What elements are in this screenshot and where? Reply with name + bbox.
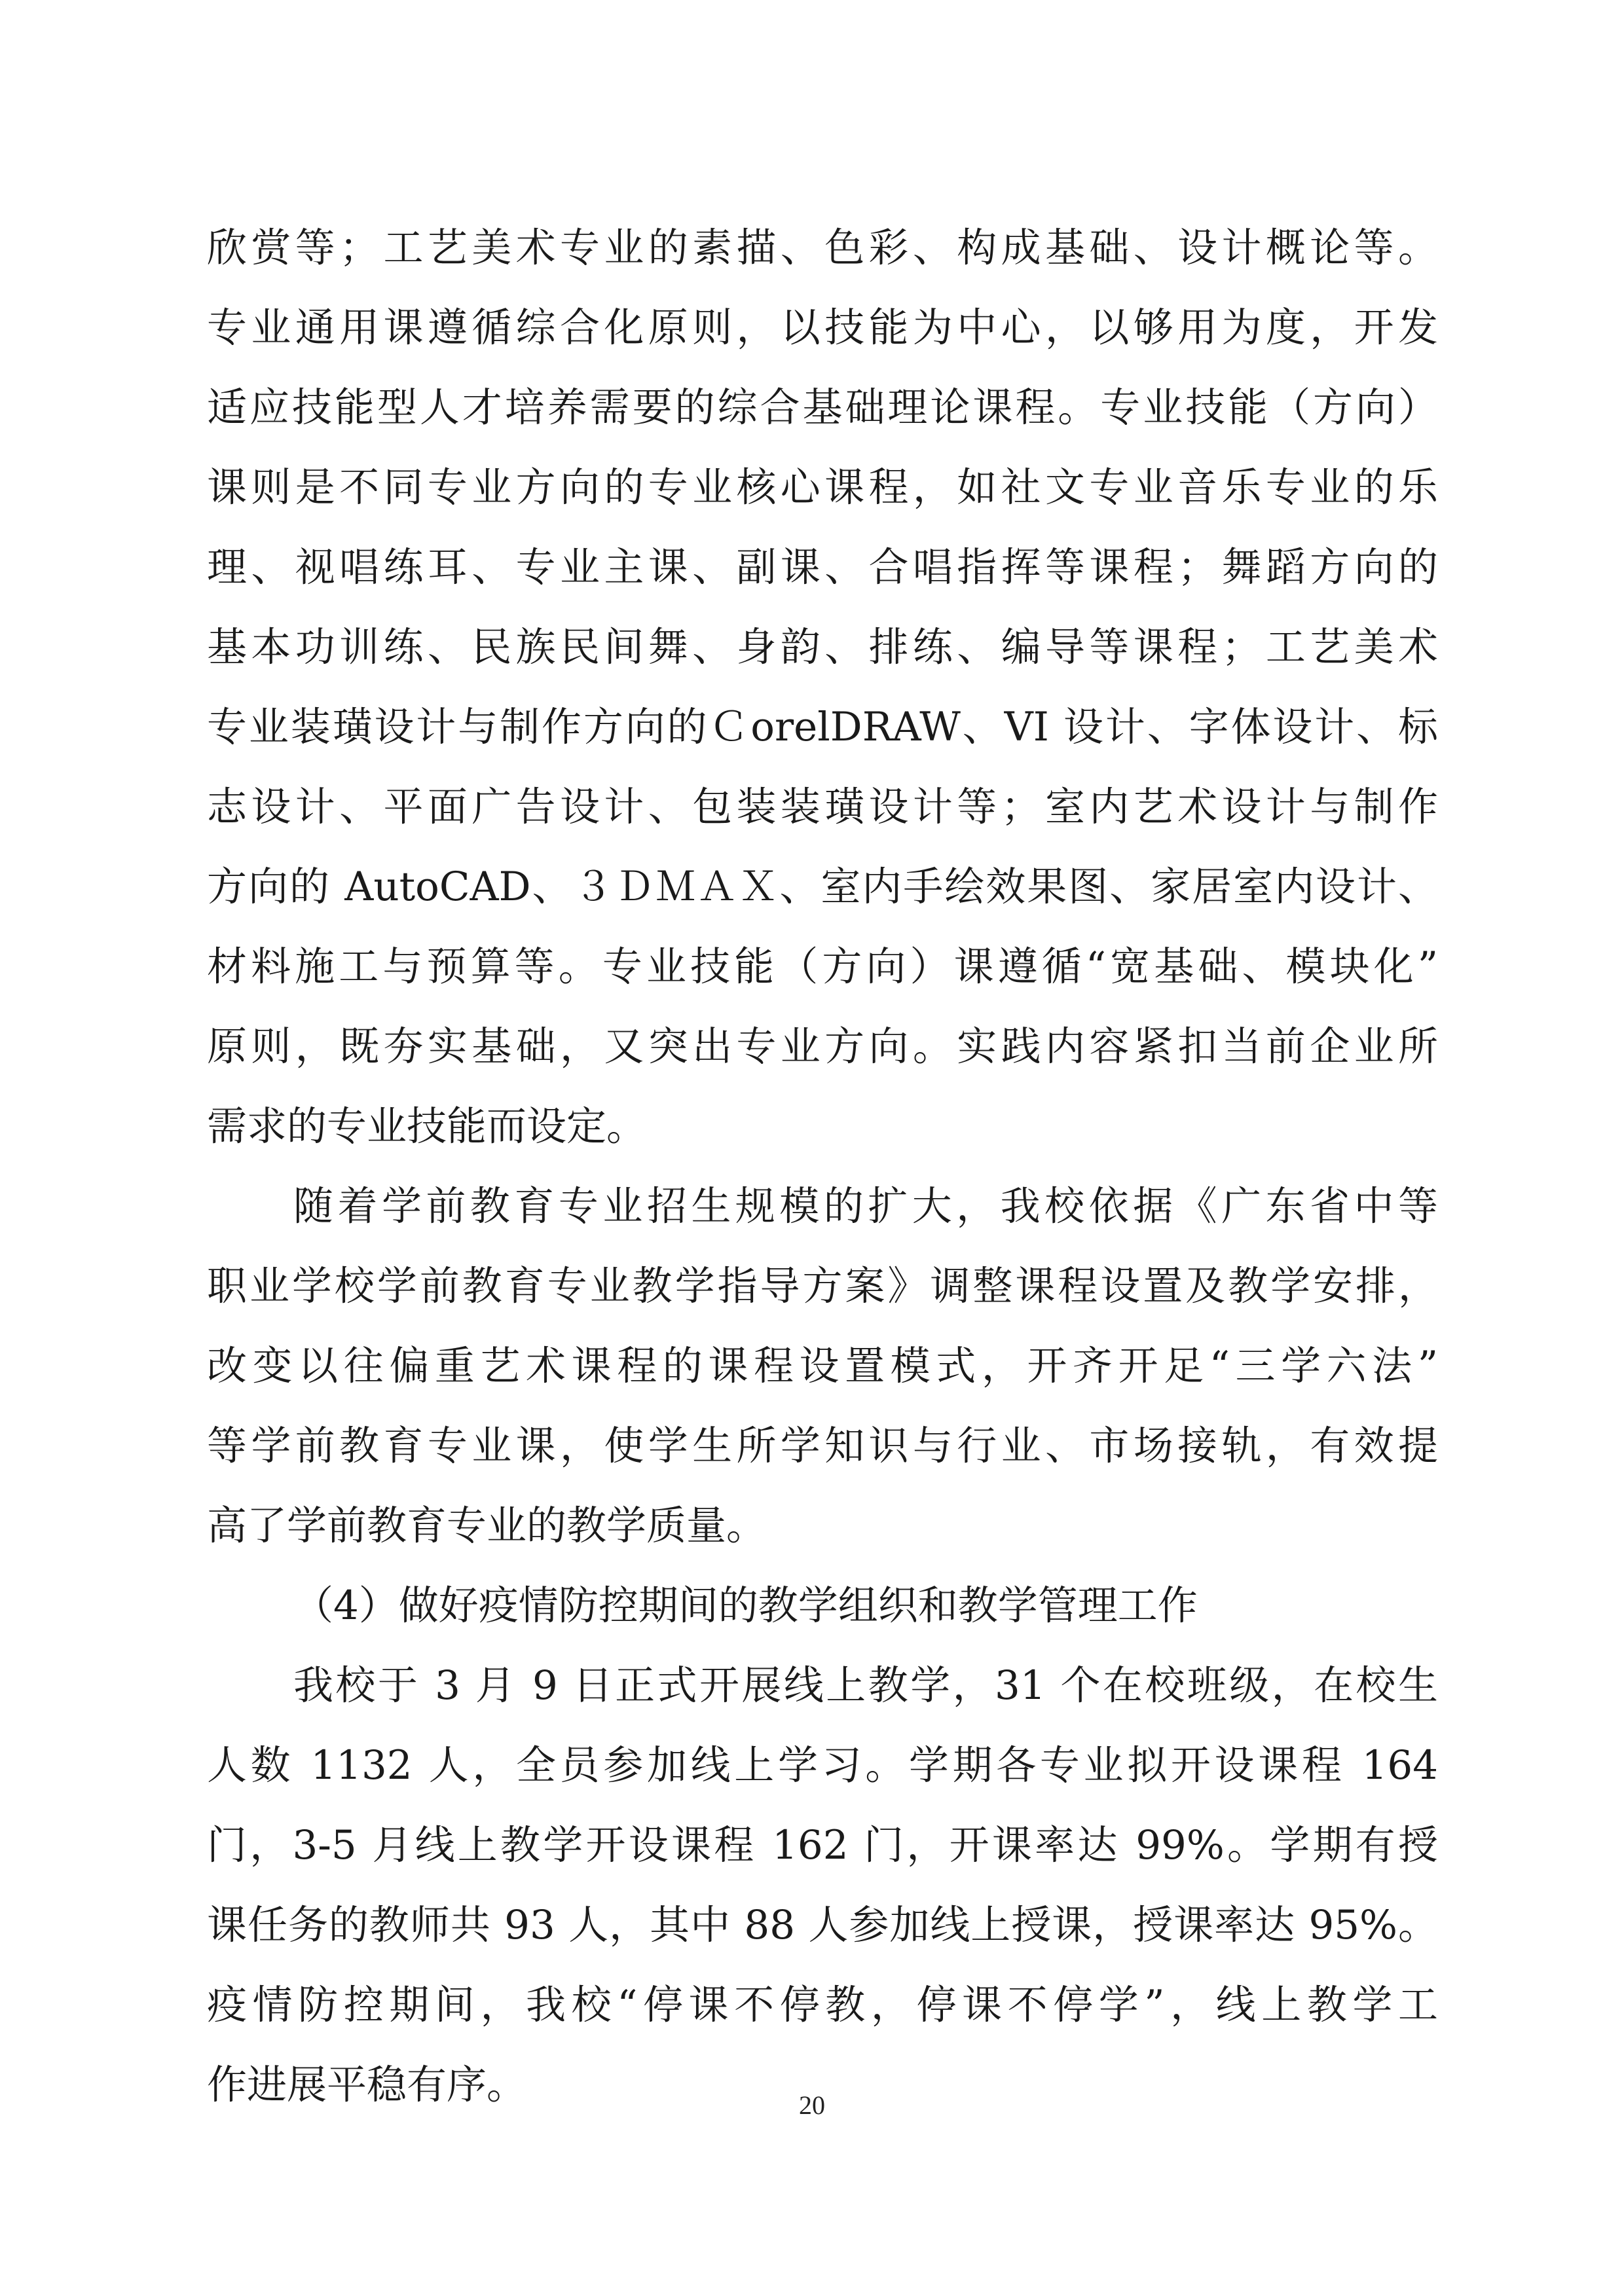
- text-line: 高了学前教育专业的教学质量。: [207, 1503, 767, 1549]
- text-line: 职业学校学前教育专业教学指导方案》调整课程设置及教学安排，: [207, 1263, 1438, 1309]
- text-line: 原则，既夯实基础，又突出专业方向。实践内容紧扣当前企业所: [207, 1023, 1438, 1070]
- text-line: 志设计、平面广告设计、包装装璜设计等；室内艺术设计与制作: [207, 784, 1438, 830]
- section-heading: [207, 1566, 1438, 1646]
- text-line: 改变以往偏重艺术课程的课程设置模式，开齐开足“三学六法”: [207, 1343, 1438, 1389]
- text-line: 疫情防控期间，我校“停课不停教，停课不停学”，线上教学工: [207, 1982, 1438, 2028]
- text-line: 课则是不同专业方向的专业核心课程，如社文专业音乐专业的乐: [207, 464, 1438, 511]
- page-number: 20: [799, 2090, 825, 2120]
- text-line: 方向的 AutoCAD、３ＤＭＡＸ、室内手绘效果图、家居室内设计、: [207, 864, 1438, 910]
- paragraph-online-teaching: [207, 1646, 1438, 2125]
- text-line: 人数 1132 人，全员参加线上学习。学期各专业拟开设课程 164: [207, 1742, 1438, 1789]
- text-line: 等学前教育专业课，使学生所学知识与行业、市场接轨，有效提: [207, 1423, 1438, 1469]
- text-line: 理、视唱练耳、专业主课、副课、合唱指挥等课程；舞蹈方向的: [207, 544, 1438, 591]
- text-line: 门，3-5 月线上教学开设课程 162 门，开课率达 99%。学期有授: [207, 1822, 1438, 1868]
- section-heading-text: （4）做好疫情防控期间的教学组织和教学管理工作: [293, 1582, 1198, 1629]
- text-line: 随着学前教育专业招生规模的扩大，我校依据《广东省中等: [293, 1183, 1438, 1230]
- text-line: 基本功训练、民族民间舞、身韵、排练、编导等课程；工艺美术: [207, 624, 1438, 670]
- text-line: 需求的专业技能而设定。: [207, 1103, 647, 1150]
- text-line: 欣赏等；工艺美术专业的素描、色彩、构成基础、设计概论等。: [207, 225, 1438, 271]
- text-line: 材料施工与预算等。专业技能（方向）课遵循“宽基础、模块化”: [207, 943, 1438, 990]
- text-line: 课任务的教师共 93 人，其中 88 人参加线上授课，授课率达 95%。: [207, 1902, 1438, 1948]
- text-line: 我校于 3 月 9 日正式开展线上教学，31 个在校班级，在校生: [293, 1662, 1438, 1709]
- text-line: 作进展平稳有序。: [207, 2062, 527, 2108]
- text-line: 专业装璜设计与制作方向的ＣorelDRAW、VI 设计、字体设计、标: [207, 704, 1438, 750]
- paragraph-course-description: [207, 208, 1438, 1167]
- body-text: [207, 208, 1438, 2125]
- text-line: 专业通用课遵循综合化原则，以技能为中心，以够用为度，开发: [207, 304, 1438, 351]
- paragraph-preschool-education: [207, 1167, 1438, 1566]
- text-line: 适应技能型人才培养需要的综合基础理论课程。专业技能（方向）: [207, 384, 1438, 431]
